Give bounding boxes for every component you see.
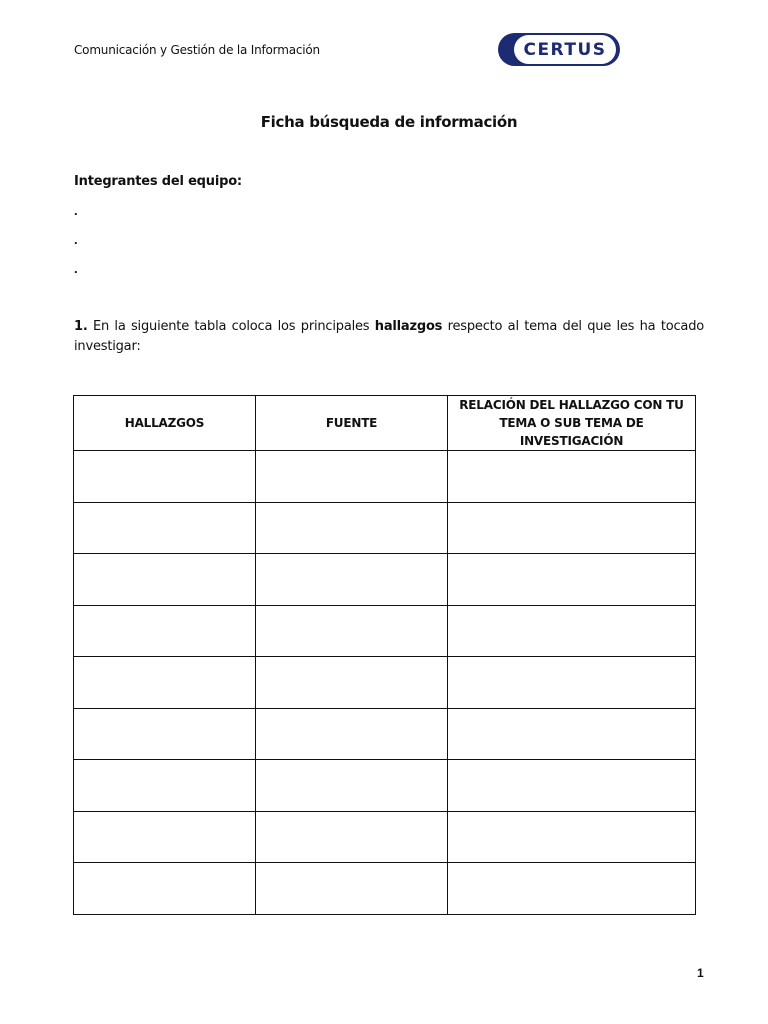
table-cell[interactable] [256,760,448,812]
team-member-bullet: . [74,232,78,247]
certus-logo [498,33,620,66]
table-row [74,760,696,812]
instruction-number: 1. [74,319,88,334]
column-header-hallazgos: HALLAZGOS [74,396,256,451]
instruction-text-before: En la siguiente tabla coloca los principales [92,319,370,334]
table-cell[interactable] [448,863,696,915]
table-row [74,451,696,503]
instruction-text-after: respecto al tema del que les ha tocado investigar: [74,319,704,354]
team-member-bullet: . [74,203,78,218]
table-row [74,863,696,915]
table-cell[interactable] [448,605,696,657]
table-cell[interactable] [256,502,448,554]
page-title: Ficha búsqueda de información [260,113,518,131]
table-cell[interactable] [448,451,696,503]
page-number: 1 [697,966,704,980]
table-cell[interactable] [74,708,256,760]
table-cell[interactable] [448,502,696,554]
table-cell[interactable] [256,657,448,709]
team-label: Integrantes del equipo: [74,174,242,189]
table-cell[interactable] [74,451,256,503]
table-cell[interactable] [448,554,696,606]
table-row [74,605,696,657]
course-header: Comunicación y Gestión de la Información [74,43,320,57]
table-row [74,657,696,709]
table-cell[interactable] [448,811,696,863]
table-cell[interactable] [74,605,256,657]
table-row [74,708,696,760]
table-row [74,502,696,554]
table-cell[interactable] [74,502,256,554]
table-cell[interactable] [256,451,448,503]
table-cell[interactable] [256,708,448,760]
table-cell[interactable] [448,760,696,812]
table-cell[interactable] [74,811,256,863]
table-row [74,554,696,606]
table-cell[interactable] [74,554,256,606]
table-header-row [74,396,696,451]
table-cell[interactable] [448,657,696,709]
table-cell[interactable] [256,554,448,606]
instruction-paragraph [74,317,704,357]
table-cell[interactable] [256,863,448,915]
column-header-fuente: FUENTE [256,396,448,451]
instruction-emphasis: hallazgos [374,319,443,334]
table-cell[interactable] [74,657,256,709]
table-cell[interactable] [448,708,696,760]
table-cell[interactable] [74,760,256,812]
findings-table [73,395,696,915]
table-row [74,811,696,863]
column-header-relacion: RELACIÓN DEL HALLAZGO CON TU TEMA O SUB TEMA DE INVESTIGACIÓN [448,396,696,451]
table-cell[interactable] [256,605,448,657]
team-member-bullet: . [74,261,78,276]
table-cell[interactable] [256,811,448,863]
table-body [74,451,696,915]
table-cell[interactable] [74,863,256,915]
logo-text: CERTUS [514,35,616,64]
